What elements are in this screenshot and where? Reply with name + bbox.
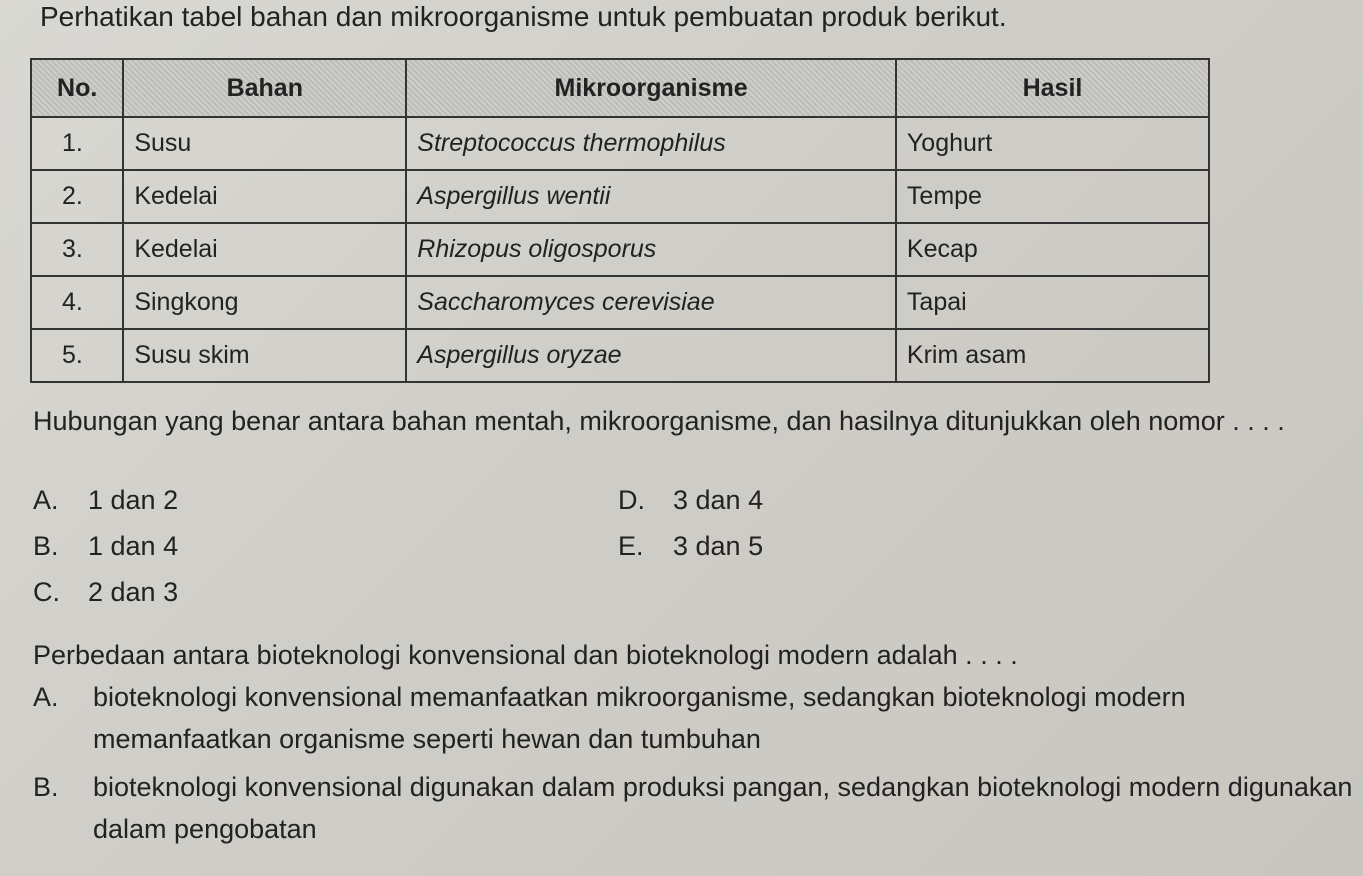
cell-mikroorganisme: Streptococcus thermophilus bbox=[406, 117, 896, 170]
cell-no: 3. bbox=[31, 223, 123, 276]
cell-bahan: Susu skim bbox=[123, 329, 406, 382]
option-text: 1 dan 4 bbox=[88, 531, 179, 561]
header-no: No. bbox=[31, 59, 123, 117]
table-row bbox=[31, 276, 1209, 329]
cell-no: 4. bbox=[31, 276, 123, 329]
option-letter: B. bbox=[33, 772, 59, 802]
option-c[interactable] bbox=[33, 572, 178, 612]
header-hasil: Hasil bbox=[896, 59, 1209, 117]
cell-hasil: Krim asam bbox=[896, 329, 1209, 382]
option-text: 2 dan 3 bbox=[88, 577, 179, 607]
option-text: bioteknologi konvensional memanfaatkan mikroorganisme, sedangkan bioteknologi modern memanfaatkan organisme seperti hewan dan tumbuhan bbox=[93, 682, 1186, 754]
question-2-option-b[interactable] bbox=[33, 766, 1353, 850]
option-letter: B. bbox=[33, 531, 59, 561]
header-bahan: Bahan bbox=[123, 59, 406, 117]
question-1-text: Hubungan yang benar antara bahan mentah, mikroorganisme, dan hasilnya ditunjukkan oleh nomor . . . . bbox=[33, 406, 1285, 436]
option-text: bioteknologi konvensional digunakan dalam produksi pangan, sedangkan bioteknologi modern digunakan dalam pengobatan bbox=[93, 772, 1353, 844]
option-d[interactable] bbox=[618, 480, 763, 520]
cell-hasil: Yoghurt bbox=[896, 117, 1209, 170]
option-text: 3 dan 4 bbox=[673, 485, 764, 515]
table-row bbox=[31, 223, 1209, 276]
option-text: 1 dan 2 bbox=[88, 485, 179, 515]
cell-no: 2. bbox=[31, 170, 123, 223]
option-letter: E. bbox=[618, 531, 644, 561]
table-row bbox=[31, 117, 1209, 170]
option-letter: A. bbox=[33, 682, 59, 712]
question-2-text: Perbedaan antara bioteknologi konvensional dan bioteknologi modern adalah . . . . bbox=[33, 640, 1018, 670]
cell-hasil: Tempe bbox=[896, 170, 1209, 223]
cell-bahan: Kedelai bbox=[123, 170, 406, 223]
cell-no: 5. bbox=[31, 329, 123, 382]
cell-hasil: Tapai bbox=[896, 276, 1209, 329]
cell-hasil: Kecap bbox=[896, 223, 1209, 276]
cell-mikroorganisme: Saccharomyces cerevisiae bbox=[406, 276, 896, 329]
option-a[interactable] bbox=[33, 480, 178, 520]
cell-bahan: Kedelai bbox=[123, 223, 406, 276]
option-b[interactable] bbox=[33, 526, 178, 566]
question-2-option-a[interactable] bbox=[33, 676, 1353, 760]
cell-bahan: Singkong bbox=[123, 276, 406, 329]
cell-mikroorganisme: Aspergillus oryzae bbox=[406, 329, 896, 382]
intro-text: Perhatikan tabel bahan dan mikroorganisme untuk pembuatan produk berikut. bbox=[40, 1, 1007, 32]
option-letter: D. bbox=[618, 485, 645, 515]
materials-table bbox=[30, 58, 1210, 383]
option-e[interactable] bbox=[618, 526, 763, 566]
table-header-row bbox=[31, 59, 1209, 117]
option-letter: A. bbox=[33, 485, 59, 515]
cell-no: 1. bbox=[31, 117, 123, 170]
cell-mikroorganisme: Aspergillus wentii bbox=[406, 170, 896, 223]
table-row bbox=[31, 329, 1209, 382]
option-letter: C. bbox=[33, 577, 60, 607]
cell-bahan: Susu bbox=[123, 117, 406, 170]
cell-mikroorganisme: Rhizopus oligosporus bbox=[406, 223, 896, 276]
option-text: 3 dan 5 bbox=[673, 531, 764, 561]
header-mikroorganisme: Mikroorganisme bbox=[406, 59, 896, 117]
table-row bbox=[31, 170, 1209, 223]
